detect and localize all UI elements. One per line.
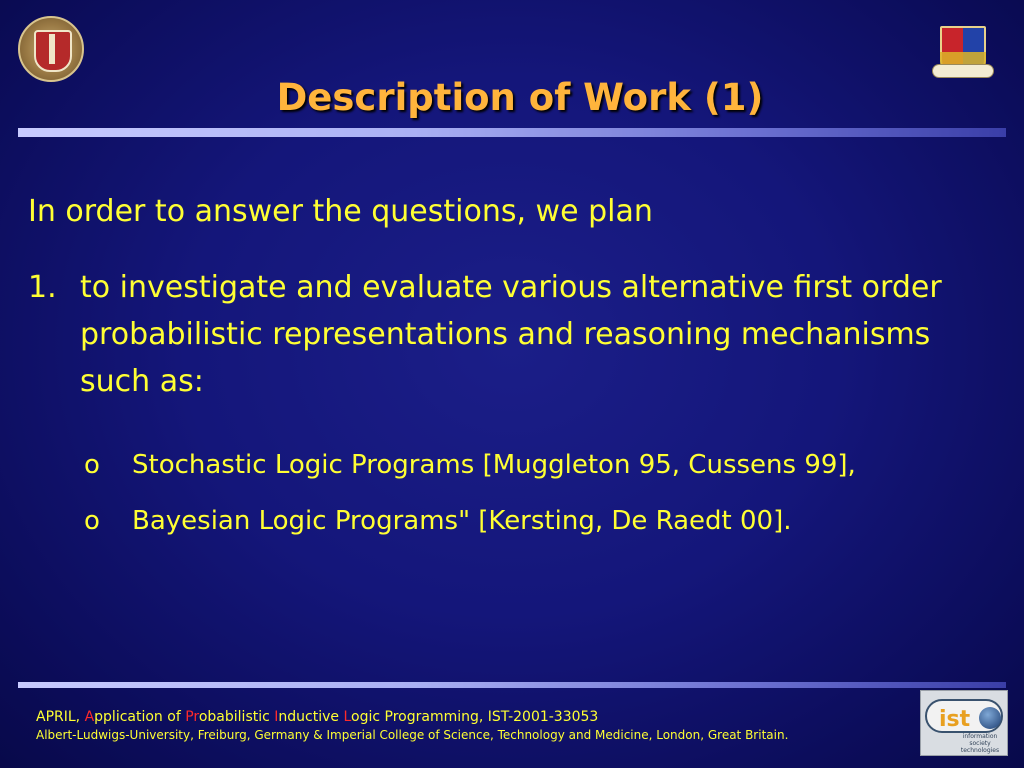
globe-icon <box>979 707 1001 729</box>
list-item-text: to investigate and evaluate various alternative first order probabilistic representations and reasoning mechanisms such as: <box>80 270 942 399</box>
university-seal-logo <box>18 16 84 82</box>
bullet-icon: o <box>84 506 100 536</box>
sub-list-item-text: Stochastic Logic Programs [Muggleton 95, Cussens 99], <box>132 450 856 480</box>
slide-title: Description of Work (1) <box>276 76 764 119</box>
list-item-number: 1. <box>28 270 57 305</box>
intro-text: In order to answer the questions, we plan <box>28 194 653 229</box>
ist-logo <box>920 690 1008 756</box>
sub-list-item-text: Bayesian Logic Programs" [Kersting, De Raedt 00]. <box>132 506 792 536</box>
footer-divider <box>18 682 1006 688</box>
ist-logo-word: ist <box>939 707 971 732</box>
footer-affiliation-line: Albert-Ludwigs-University, Freiburg, Germany & Imperial College of Science, Technology and Medicine, London, Great Britain. <box>36 728 789 742</box>
ist-logo-caption: information society technologies <box>960 733 1000 754</box>
bullet-icon: o <box>84 450 100 480</box>
footer-project-line: APRIL, Application of Probabilistic Inductive Logic Programming, IST-2001-33053 <box>36 709 599 725</box>
title-divider <box>18 128 1006 137</box>
